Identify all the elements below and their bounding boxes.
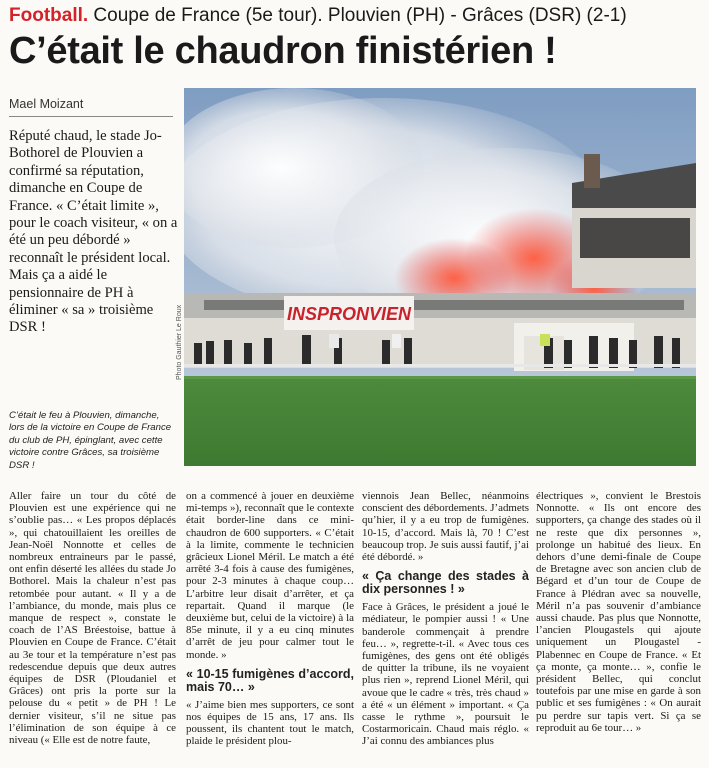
headline: C’était le chaudron finistérien ! (9, 30, 557, 72)
body-column-3 (362, 490, 529, 748)
fan-banner: INSPRONVIEN (286, 304, 412, 324)
body-paragraph: « J’aime bien mes supporters, ce sont nos équipes de 15 ans, 17 ans. Ils poussent, ils chantent tout le match, plaide le président plou- (186, 698, 354, 748)
body-paragraph: Aller faire un tour du côté de Plouvien est une expérience qui ne s’oublie pas… « Les propos déplacés », qui chatouillaient les oreilles de Jean-Noël Nonnotte et celles de nombreux entraineurs par le passé, ont enfin déserté les allées du stade Jo Bothorel. Mais la chaleur n’est pas retombée pour autant. « Il y a de l’ambiance, du monde, mais plus ce manque de respect », constate le coach de l’AS Bréestoise, battue à Plouvien en Coupe de France. C’était au 3e tour et la température n’est pas redescendue depuis que deux autres équipes de DSR (Ploudaniel et Grâces) ont pris la porte sur la pelouse du « petit » de PH ! Le dernier visiteur, s’il ne situe pas l’élimination de son équipe à ce niveau (« Elle est de notre faute, (9, 490, 176, 747)
body-paragraph: on a commencé à jouer en deuxième mi-temps »), reconnaît que le contexte était border-line dans ce mini-chaudron de 600 supporters. « C’était à la limite, commente le technicien grâcieux Lionel Méril. Le match a été arrêté 3-4 fois à cause des fumigènes, pour 2-3 minutes à chaque coup… L’arbitre leur disait d’arrêter, et ça repartait. Quand il marque (le deuxième but, celui de la victoire) à la 85e minute, il y a eu cinq minutes d’arrêt de jeu pour calmer tout le monde. » (186, 490, 354, 661)
rubric-label: Football. (9, 5, 89, 26)
byline-divider (9, 116, 173, 117)
author-byline: Mael Moizant (9, 97, 84, 111)
body-column-2 (186, 490, 354, 748)
body-column-1 (9, 490, 176, 746)
body-column-4 (536, 490, 701, 734)
stadium-photo-illustration (184, 88, 696, 466)
article-kicker (9, 5, 699, 27)
body-paragraph: électriques », convient le Brestois Nonnotte. « Ils ont encore des supporters, ça change des stades où il ne reste que dix personnes », prolonge un habitué des lieux. En dehors d’une demi-finale de Coupe de Bretagne avec son ancien club de Bégard et d’un tour de Coupe de France à Plédran avec sa nouvelle, Méril n’a pas souvenir d’ambiance aussi chaude. Pas plus que Nonnotte, l’ancien Plougastels qui ajoute uniquement un Plougastel - Plabennec en Coupe de France. « Et ça monte, ça monte… », confie le président Bellec, qui conclut toutefois par une mise en garde à son public et ses fumigènes : « On aurait pu perdre sur tapis vert. Si ça se reproduit au 6e tour… » (536, 490, 701, 734)
photo-caption: C’était le feu à Plouvien, dimanche, lors de la victoire en Coupe de France du club de PH, épinglant, avec cette victoire contre Grâces, sa troisième DSR ! (9, 410, 172, 471)
kicker-text: Coupe de France (5e tour). Plouvien (PH) - Grâces (DSR) (2-1) (88, 5, 627, 26)
photo-credit: Photo Gauthier Le Roux (176, 304, 183, 380)
body-paragraph: Face à Grâces, le président a joué le médiateur, le pompier aussi ! « Une banderole commençait à prendre feu… », regrette-t-il. « Avec tous ces fumigènes, des gens ont été obligés de quitter la tribune, ils ne voyaient plus rien », reprend Lionel Méril, qui avoue que le cadre « très, très chaud » a été « un élément » important. « Ça casse le rythme », poursuit le Costarmoricain. Chaud mais réglo. « J’ai connu des ambiances plus (362, 601, 529, 748)
intertitle: « Ça change des stades à dix personnes ! » (362, 569, 529, 597)
article-lead: Réputé chaud, le stade Jo-Bothorel de Plouvien a confirmé sa réputation, dimanche en Coupe de France. « C’était limite », pour le coach visiteur, « on a été un peu débordé » reconnaît le président local. Mais ça a aidé le pensionnaire de PH à éliminer « sa » troisième DSR ! (9, 128, 178, 336)
intertitle: « 10-15 fumigènes d’accord, mais 70… » (186, 666, 354, 694)
body-paragraph: viennois Jean Bellec, néanmoins conscient des débordements. J’admets qu’hier, il y a eu trop de fumigènes. 10-15, d’accord. Mais là, 70 ! C’est beaucoup trop. Je suis aussi fautif, j’ai été débordé. » (362, 490, 529, 564)
article-photo (184, 88, 696, 466)
